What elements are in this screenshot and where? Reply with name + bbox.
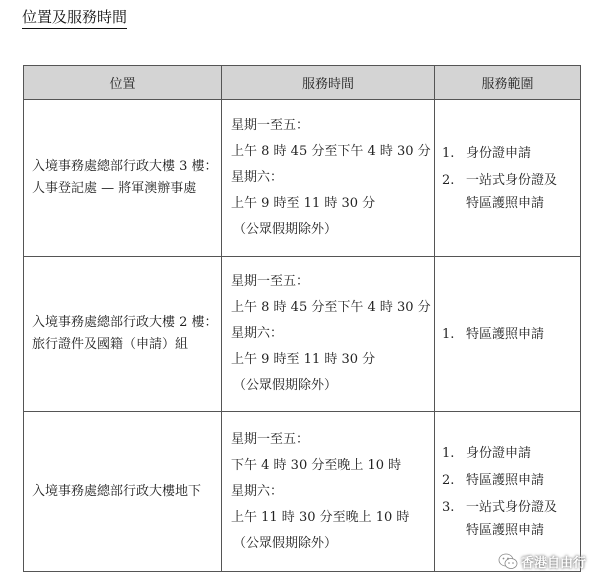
table-row <box>24 100 581 257</box>
hours-line: 星期六： <box>231 326 284 341</box>
services-cell <box>435 100 581 257</box>
location-cell <box>24 412 222 572</box>
services-cell <box>435 257 581 412</box>
hours-line: 上午 9 時至 11 時 30 分 <box>231 196 376 211</box>
location-line: 人事登記處 — 將軍澳辦事處 <box>32 181 197 196</box>
hours-line: 上午 8 時 45 分至下午 4 時 30 分 <box>231 300 431 315</box>
service-number: 2. <box>442 472 455 488</box>
watermark <box>498 552 586 571</box>
service-number: 2. <box>442 172 455 188</box>
wechat-icon <box>498 553 518 570</box>
hours-line: 星期一至五： <box>231 118 310 133</box>
service-item <box>442 142 579 165</box>
table-row <box>24 257 581 412</box>
hours-note: （公眾假期除外） <box>233 222 338 237</box>
service-item <box>442 442 579 465</box>
hours-line: 上午 9 時至 11 時 30 分 <box>231 352 376 367</box>
hours-cell <box>222 257 435 412</box>
service-text: 身份證申請 <box>466 445 532 461</box>
service-text: 特區護照申請 <box>466 195 545 211</box>
hours-line: 上午 8 時 45 分至下午 4 時 30 分 <box>231 144 431 159</box>
service-text: 身份證申請 <box>466 145 532 161</box>
hours-line: 星期一至五： <box>231 431 310 447</box>
service-text: 特區護照申請 <box>466 326 545 342</box>
location-cell <box>24 100 222 257</box>
header-service-hours: 服務時間 <box>222 66 435 100</box>
location-line: 入境事務處總部行政大樓 3 樓： <box>32 159 218 174</box>
service-item <box>442 169 579 215</box>
table-row <box>24 412 581 572</box>
services-cell <box>435 412 581 572</box>
hours-cell <box>222 100 435 257</box>
location-line: 旅行證件及國籍（申請）組 <box>32 337 189 352</box>
service-number: 1. <box>442 326 455 342</box>
location-cell <box>24 257 222 412</box>
service-item <box>442 496 579 542</box>
service-number: 1. <box>442 145 455 161</box>
hours-cell <box>222 412 435 572</box>
service-text: 一站式身份證及 <box>466 499 558 515</box>
location-line: 入境事務處總部行政大樓地下 <box>32 483 202 499</box>
watermark-text: 香港自由行 <box>520 556 586 571</box>
table-header-row <box>24 66 581 100</box>
service-item <box>442 323 579 346</box>
hours-line: 上午 11 時 30 分至晚上 10 時 <box>231 509 410 525</box>
hours-line: 下午 4 時 30 分至晚上 10 時 <box>231 457 402 473</box>
service-text: 特區護照申請 <box>466 522 545 538</box>
service-number: 3. <box>442 499 455 515</box>
service-table <box>23 65 581 572</box>
page-title: 位置及服務時間 <box>22 6 127 29</box>
hours-line: 星期六： <box>231 483 284 499</box>
location-line: 入境事務處總部行政大樓 2 樓： <box>32 315 218 330</box>
service-item <box>442 469 579 492</box>
hours-note: （公眾假期除外） <box>233 378 338 393</box>
service-text: 特區護照申請 <box>466 472 545 488</box>
hours-line: 星期六： <box>231 170 284 185</box>
service-number: 1. <box>442 445 455 461</box>
service-text: 一站式身份證及 <box>466 172 558 188</box>
hours-note: （公眾假期除外） <box>233 535 338 551</box>
header-location: 位置 <box>24 66 222 100</box>
header-service-scope: 服務範圍 <box>435 66 581 100</box>
hours-line: 星期一至五： <box>231 274 310 289</box>
